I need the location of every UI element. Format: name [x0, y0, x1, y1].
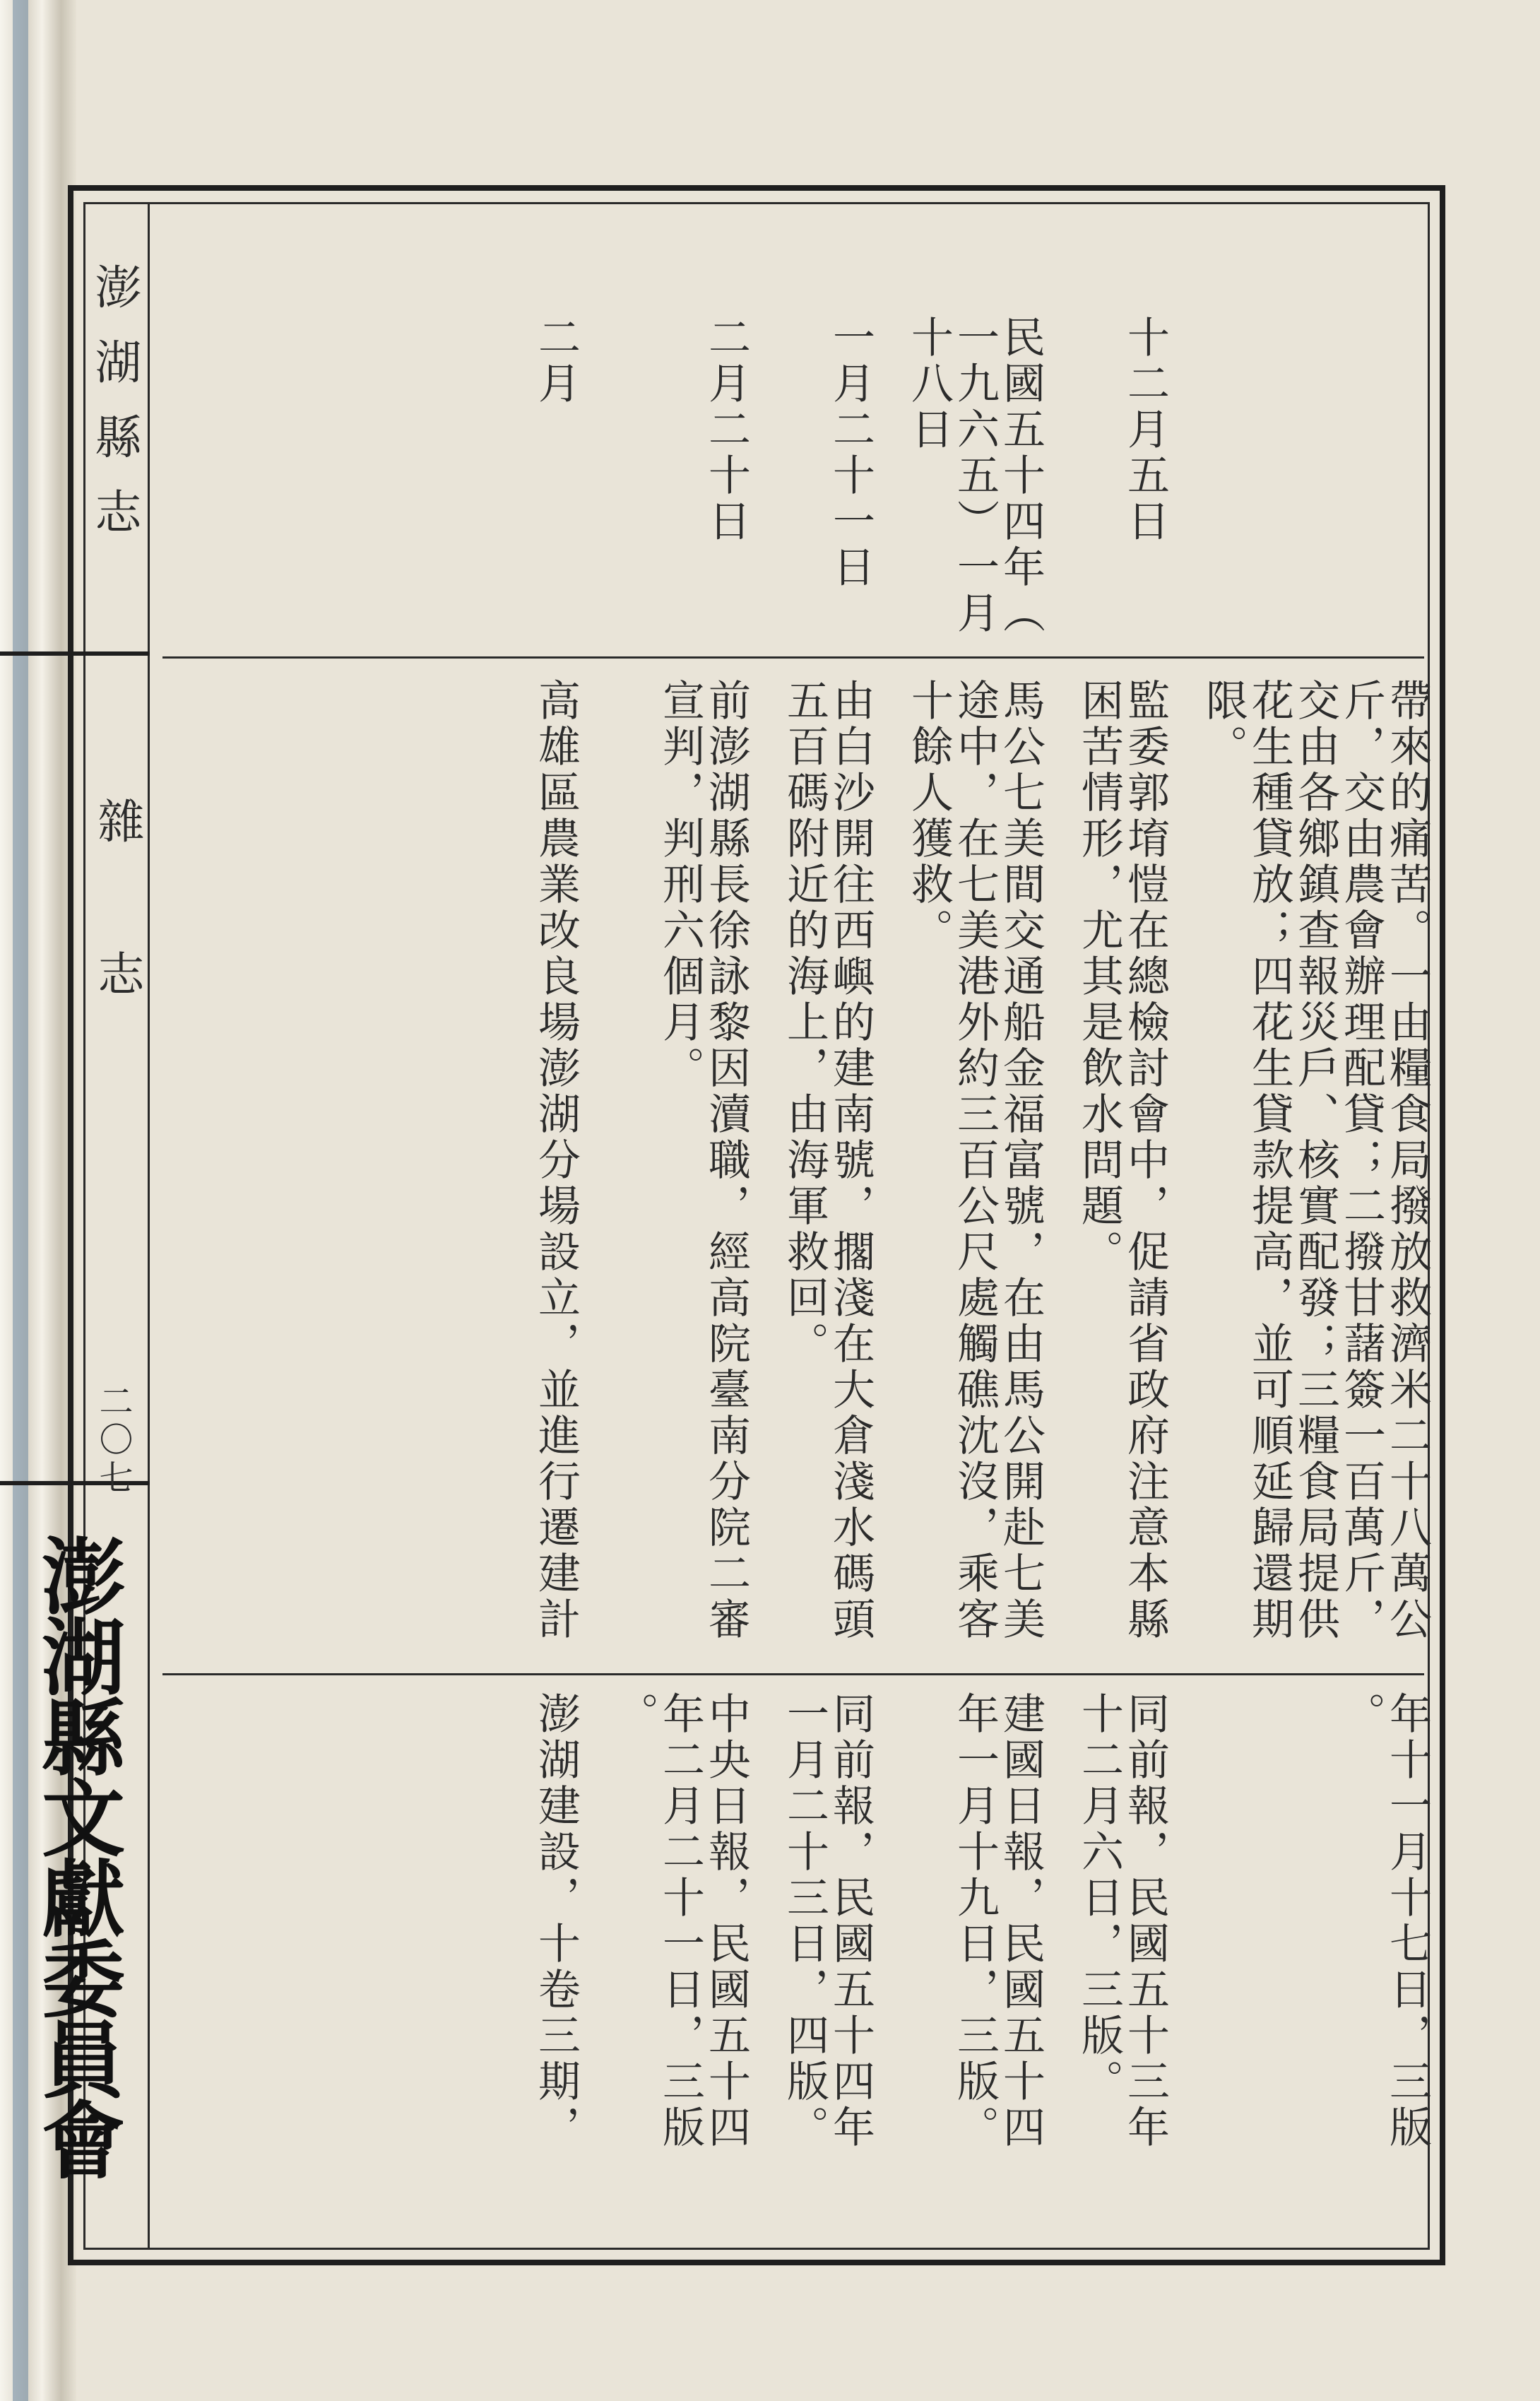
entry-date: 二月	[531, 315, 581, 407]
entry-source: 年一月十九日，三版。	[950, 1692, 1000, 2151]
entry-date: 一月二十一日	[826, 315, 875, 591]
entry-event: 斤，交由農會辦理配貸；二撥甘藷簽一百萬斤，	[1337, 678, 1386, 1643]
entry-source: 中央日報，民國五十四	[701, 1692, 751, 2151]
entry-date: 十二月五日	[1120, 315, 1170, 545]
entry-event: 馬公七美間交通船金福富號，在由馬公開赴七美	[996, 678, 1046, 1643]
entry-source: 同前報，民國五十四年	[826, 1692, 875, 2151]
entry-event: 高雄區農業改良場澎湖分場設立，並進行遷建計	[531, 678, 581, 1643]
entry-event: 花生種貸放；四花生貸款提高，並可順延歸還期	[1245, 678, 1294, 1643]
entry-date: 十八日	[904, 315, 954, 453]
entry-source: 。	[1337, 1692, 1386, 1738]
entry-source: 澎湖建設，十卷三期，	[531, 1692, 581, 2151]
entry-event: 宣判，判刑六個月。	[656, 678, 705, 1092]
entry-event: 帶來的痛苦。一由糧食局撥放救濟米二十八萬公	[1382, 678, 1432, 1643]
entry-event: 十餘人獲救。	[904, 678, 954, 954]
entry-source: 年十一月十七日，三版	[1382, 1692, 1432, 2151]
entry-source: 年二月二十一日，三版	[656, 1692, 705, 2151]
entry-event: 限。	[1199, 678, 1248, 770]
entry-source: 十二月六日，三版。	[1074, 1692, 1124, 2105]
entry-source: 同前報，民國五十三年	[1120, 1692, 1170, 2151]
archive-stamp: 澎湖縣文獻委員會	[28, 1533, 126, 2178]
entry-date: 民國五十四年（	[996, 315, 1046, 637]
entry-source: 建國日報，民國五十四	[996, 1692, 1046, 2151]
entry-source: 一月二十三日，四版。	[780, 1692, 829, 2151]
entry-event: 由白沙開往西嶼的建南號，擱淺在大倉淺水碼頭	[826, 678, 875, 1643]
entry-event: 前澎湖縣長徐詠黎因瀆職，經高院臺南分院二審	[701, 678, 751, 1643]
date-event-divider	[162, 656, 1424, 659]
event-source-divider	[162, 1673, 1424, 1675]
entry-event: 監委郭堉愷在總檢討會中，促請省政府注意本縣	[1120, 678, 1170, 1643]
book-title: 澎湖縣志	[87, 263, 141, 562]
entry-source: 。	[610, 1692, 659, 1738]
page-inner-border	[83, 202, 1430, 2250]
entry-event: 五百碼附近的海上，由海軍救回。	[780, 678, 829, 1367]
margin-divider	[0, 651, 150, 656]
section-title: 雜志	[90, 797, 144, 1102]
entry-date: 二月二十日	[701, 315, 751, 545]
entry-event: 交由各鄉鎮查報災戶、核實配發；三糧食局提供	[1291, 678, 1340, 1643]
entry-date: 一九六五）一月	[950, 315, 1000, 637]
entry-event: 途中，在七美港外約三百公尺處觸礁沈沒，乘客	[950, 678, 1000, 1643]
entry-event: 困苦情形，尤其是飲水問題。	[1074, 678, 1124, 1275]
page-number: 二〇七	[93, 1384, 133, 1498]
